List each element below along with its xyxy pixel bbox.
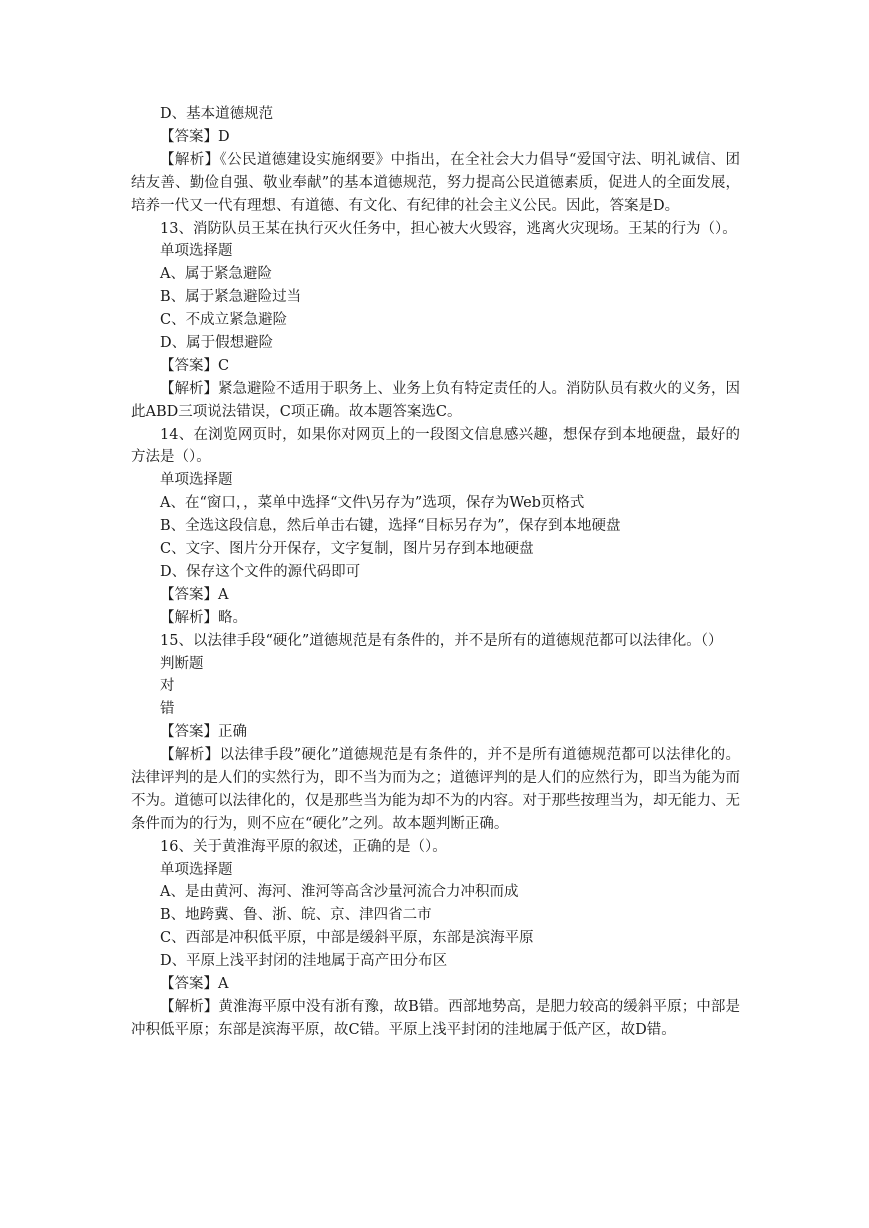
explanation-paragraph: 【解析】《公民道德建设实施纲要》中指出，在全社会大力倡导“爱国守法、明礼诚信、团结友善、勤俭自强、敬业奉献”的基本道德规范，努力提高公民道德素质，促进人的全面发展，培养一代又一代有理想、有道德、有文化、有纪律的社会主义公民。因此，答案是D。 [131, 151, 740, 214]
option-line: 对 [160, 678, 175, 695]
option-line: A、是由黄河、海河、淮河等高含沙量河流合力冲积而成 [160, 884, 519, 901]
question-type: 单项选择题 [160, 861, 233, 878]
explanation-paragraph: 【解析】黄淮海平原中没有浙有豫，故B错。西部地势高，是肥力较高的缓斜平原；中部是冲积低平原；东部是滨海平原，故C错。平原上浅平封闭的洼地属于低产区，故D错。 [131, 998, 740, 1038]
answer-line: 【答案】C [160, 357, 230, 374]
option-line: C、文字、图片分开保存，文字复制，图片另存到本地硬盘 [160, 541, 534, 558]
answer-line: 【答案】A [160, 976, 229, 993]
option-line: B、地跨冀、鲁、浙、皖、京、津四省二市 [160, 907, 432, 924]
explanation-line: 【解析】略。 [160, 609, 247, 626]
answer-line: 【答案】A [160, 586, 229, 603]
option-line: C、不成立紧急避险 [160, 312, 288, 329]
option-line: C、西部是冲积低平原，中部是缓斜平原，东部是滨海平原 [160, 930, 534, 947]
question-16: 16、关于黄淮海平原的叙述，正确的是（）。 [160, 838, 447, 855]
question-type: 判断题 [160, 655, 204, 672]
question-type: 单项选择题 [160, 472, 233, 489]
document-body [131, 103, 740, 1042]
explanation-paragraph: 【解析】紧急避险不适用于职务上、业务上负有特定责任的人。消防队员有救火的义务，因此ABD三项说法错误，C项正确。故本题答案选C。 [131, 380, 740, 420]
option-line: B、全选这段信息，然后单击右键，选择“目标另存为”，保存到本地硬盘 [160, 518, 621, 535]
option-line: D、基本道德规范 [160, 106, 274, 122]
option-line: B、属于紧急避险过当 [160, 289, 302, 306]
option-line: D、属于假想避险 [160, 334, 274, 351]
answer-line: 【答案】D [160, 128, 230, 145]
option-line: D、平原上浅平封闭的洼地属于高产田分布区 [160, 953, 448, 970]
question-type: 单项选择题 [160, 243, 233, 260]
question-15: 15、以法律手段“硬化”道德规范是有条件的，并不是所有的道德规范都可以法律化。（） [160, 632, 723, 649]
explanation-paragraph: 【解析】以法律手段”硬化”道德规范是有条件的，并不是所有道德规范都可以法律化的。法律评判的是人们的实然行为，即不当为而为之；道德评判的是人们的应然行为，即当为能为而不为。道德可以法律化的，仅是那些当为能为却不为的内容。对于那些按理当为，却无能力、无条件而为的行为，则不应在“硬化”之列。故本题判断正确。 [131, 747, 740, 832]
question-14: 14、在浏览网页时，如果你对网页上的一段图文信息感兴趣，想保存到本地硬盘，最好的方法是（）。 [131, 426, 740, 466]
option-line: 错 [160, 701, 175, 718]
answer-line: 【答案】正确 [160, 724, 247, 741]
option-line: D、保存这个文件的源代码即可 [160, 563, 361, 580]
option-line: A、属于紧急避险 [160, 266, 272, 283]
option-line: A、在“窗口，，菜单中选择“文件\另存为”选项，保存为Web页格式 [160, 495, 585, 512]
question-13: 13、消防队员王某在执行灭火任务中，担心被大火毁容，逃离火灾现场。王某的行为（）。 [160, 220, 737, 237]
